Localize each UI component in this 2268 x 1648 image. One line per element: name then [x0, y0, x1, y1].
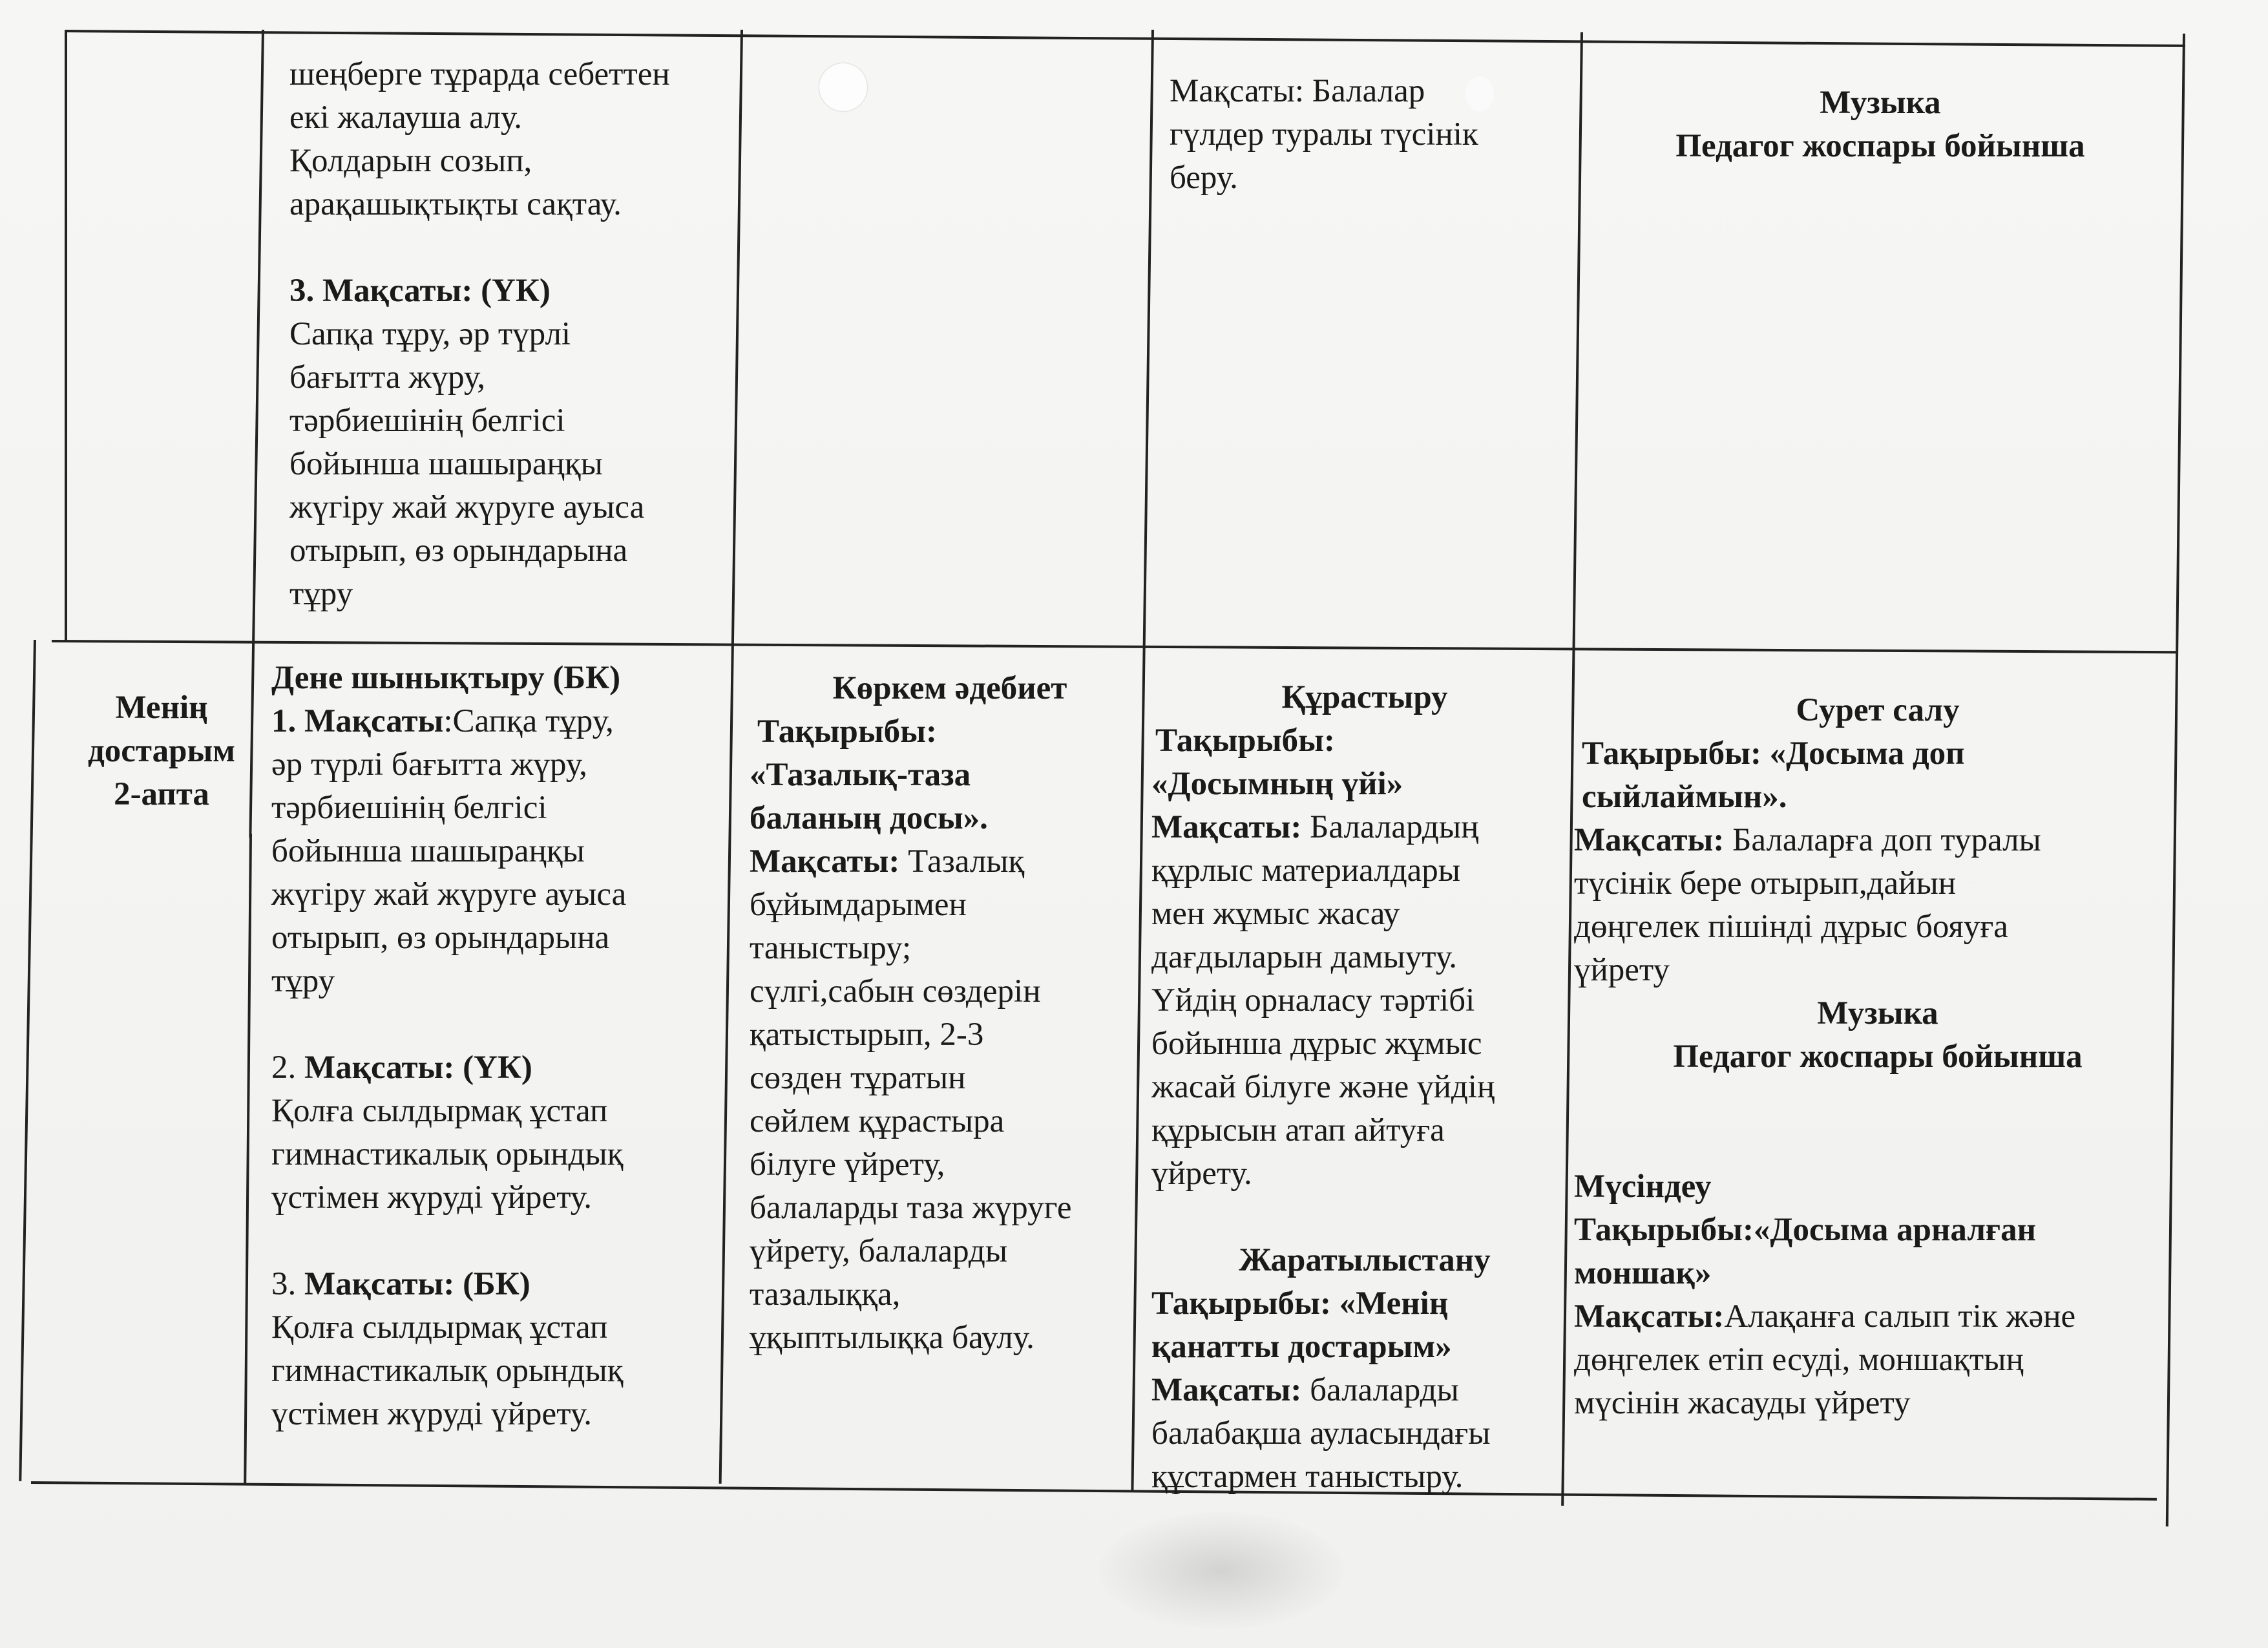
table-left-border	[65, 30, 67, 640]
topic-label: Тақырыбы:	[757, 713, 937, 750]
goal-text: Тазалық	[899, 843, 1025, 880]
week-label-line: достарым	[87, 733, 236, 769]
text-line: мен жұмыс жасау	[1151, 896, 1400, 932]
construction-cell	[1151, 676, 1578, 1499]
text-line: түсінік бере отырып,дайын	[1574, 865, 1957, 902]
goal-number: 3.	[271, 1266, 304, 1302]
text-line: үйрету	[1574, 952, 1670, 988]
topic-line: моншақ»	[1574, 1255, 1712, 1291]
top-music-cell	[1596, 81, 2165, 168]
text-line: үстімен жүруді үйрету.	[271, 1396, 592, 1432]
text-line: таныстыру;	[750, 930, 912, 966]
text-line: гимнастикалық орындық	[271, 1136, 624, 1172]
goal-text: Алақанға салып тік және	[1724, 1298, 2076, 1335]
week-label-line: 2-апта	[114, 776, 209, 812]
goal-label: Мақсаты: (ҮК)	[304, 1050, 532, 1086]
text-line: жасай білуге және үйдің	[1151, 1069, 1495, 1105]
text-line: қатыстырып, 2-3	[750, 1017, 984, 1053]
text-line: Қолға сылдырмақ ұстап	[271, 1093, 608, 1129]
text-line: құрлыс материалдары	[1151, 852, 1461, 889]
music-plan: Педагог жоспары бойынша	[1673, 1039, 2083, 1075]
row-divider	[52, 640, 2178, 653]
goal-text: :Сапқа тұру,	[443, 703, 614, 739]
text-line: арақашықтықты сақтау.	[289, 186, 622, 222]
goal-label: Мақсаты: (БК)	[304, 1266, 530, 1302]
text-line: жүгіру жай жүруге ауыса	[271, 876, 627, 913]
subject-title: Сурет салу	[1796, 692, 1960, 728]
top-nature-cell	[1170, 70, 1570, 200]
text-line: ұқыптылыққа баулу.	[750, 1320, 1034, 1356]
text-line: сөйлем құрастыра	[750, 1103, 1005, 1139]
literature-cell	[750, 667, 1150, 1360]
goal-label: Мақсаты:	[750, 843, 900, 880]
music-plan: Педагог жоспары бойынша	[1675, 128, 2085, 164]
text-line: гүлдер туралы түсінік	[1170, 116, 1478, 153]
text-line: бұйымдарымен	[750, 887, 967, 923]
top-activity-cell	[289, 53, 729, 616]
punch-hole	[819, 63, 867, 111]
text-line: Мақсаты: Балалар	[1170, 73, 1425, 109]
topic-line: Тақырыбы: «Досыма доп	[1582, 735, 1965, 772]
music-title: Музыка	[1817, 995, 1938, 1031]
text-line: балаларды таза жүруге	[750, 1190, 1072, 1226]
week-label-cell	[65, 686, 258, 816]
scan-smudge	[1098, 1512, 1344, 1629]
text-line: дөңгелек етіп есуді, моншақтың	[1574, 1342, 2024, 1378]
text-line: тұру	[271, 963, 335, 999]
goal-label: Мақсаты:	[1151, 1372, 1302, 1408]
goal-number: 2.	[271, 1050, 304, 1086]
topic-line: «Тазалық-таза	[750, 757, 971, 793]
pe-cell	[271, 657, 737, 1436]
topic-line: Тақырыбы: «Менің	[1151, 1285, 1449, 1322]
goal-text: Балаларға доп туралы	[1724, 822, 2041, 858]
topic-line: «Досымның үйі»	[1151, 766, 1403, 802]
text-line: отырып, өз орындарына	[271, 920, 610, 956]
subject-title: Құрастыру	[1281, 679, 1448, 715]
text-line: үстімен жүруді үйрету.	[271, 1179, 592, 1216]
subject-title: Мүсіндеу	[1574, 1168, 1712, 1205]
text-line: гимнастикалық орындық	[271, 1353, 624, 1389]
goal-label: Мақсаты:	[1574, 822, 1725, 858]
goal-label: Мақсаты:	[1151, 809, 1302, 845]
text-line: тәрбиешінің белгісі	[271, 790, 547, 826]
text-line: құрысын атап айтуға	[1151, 1112, 1445, 1148]
text-line: үйрету.	[1151, 1156, 1252, 1192]
topic-label: Тақырыбы:	[1155, 723, 1335, 759]
text-line: Үйдің орналасу тәртібі	[1151, 982, 1475, 1019]
goal-label: Мақсаты:	[1574, 1298, 1725, 1335]
text-line: жүгіру жай жүруге ауыса	[289, 489, 645, 525]
topic-line: баланың досы».	[750, 800, 988, 836]
text-line: тәрбиешінің белгісі	[289, 403, 565, 439]
text-line: екі жалауша алу.	[289, 100, 522, 136]
text-line: балабақша ауласындағы	[1151, 1415, 1491, 1452]
goal-text: балаларды	[1301, 1372, 1459, 1408]
week-label-line: Менің	[115, 690, 208, 726]
goal-heading: 3. Мақсаты: (ҮК)	[289, 273, 551, 309]
text-line: бойынша шашыраңқы	[289, 446, 603, 482]
text-line: отырып, өз орындарына	[289, 533, 628, 569]
text-line: Қолдарын созып,	[289, 143, 532, 179]
text-line: білуге үйрету,	[750, 1146, 945, 1183]
table-left-border-lower	[19, 640, 36, 1481]
text-line: тұру	[289, 576, 353, 612]
text-line: құстармен таныстыру.	[1151, 1459, 1464, 1495]
text-line: шеңберге тұрарда себеттен	[289, 56, 670, 92]
text-line: Қолға сылдырмақ ұстап	[271, 1309, 608, 1346]
col-divider-1b	[244, 834, 252, 1483]
text-line: бойынша дұрыс жұмыс	[1151, 1026, 1482, 1062]
text-line: тазалыққа,	[750, 1276, 901, 1313]
art-cell	[1574, 689, 2181, 1425]
topic-line: Тақырыбы:«Досыма арналған	[1574, 1212, 2036, 1248]
text-line: сүлгі,сабын сөздерін	[750, 973, 1041, 1009]
text-line: дағдыларын дамыуту.	[1151, 939, 1457, 975]
table-top-border	[65, 30, 2185, 47]
music-title: Музыка	[1820, 85, 1941, 121]
text-line: сөзден тұратын	[750, 1060, 966, 1096]
text-line: мүсінін жасауды үйрету	[1574, 1385, 1911, 1421]
text-line: әр түрлі бағытта жүру,	[271, 746, 587, 783]
text-line: беру.	[1170, 160, 1238, 196]
text-line: Сапқа тұру, әр түрлі	[289, 316, 571, 352]
table-bottom-border	[31, 1481, 2157, 1501]
text-line: бағытта жүру,	[289, 359, 486, 396]
goal-label: 1. Мақсаты	[271, 703, 444, 739]
text-line: дөңгелек пішінді дұрыс бояуға	[1574, 909, 2008, 945]
topic-line: қанатты достарым»	[1151, 1329, 1452, 1365]
pe-title: Дене шынықтыру (БК)	[271, 660, 621, 696]
text-line: үйрету, балаларды	[750, 1233, 1008, 1269]
subject-title: Жаратылыстану	[1239, 1242, 1491, 1278]
goal-text: Балалардың	[1301, 809, 1479, 845]
text-line: бойынша шашыраңқы	[271, 833, 585, 869]
topic-line: сыйлаймын».	[1582, 779, 1787, 815]
subject-title: Көркем әдебиет	[832, 670, 1067, 706]
